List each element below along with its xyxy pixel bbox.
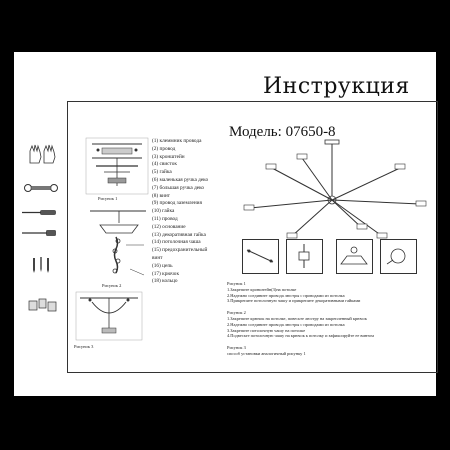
- connectors-icon: [28, 298, 58, 312]
- parts-list-item: (6) маленькая ручка деко: [152, 176, 209, 183]
- step-line: 2.Надежно соедините провода люстры с проводами из потолка: [227, 292, 345, 298]
- parts-list-item: (15) предохранительный: [152, 247, 208, 254]
- step-box-1: [242, 239, 279, 274]
- step-line: Рисунок 1: [227, 281, 246, 286]
- parts-list-item: (16) цепь: [152, 262, 173, 269]
- parts-list-item: (2) провод: [152, 145, 176, 152]
- page-title: Инструкция: [263, 74, 410, 99]
- figure-3-label: Рисунок 3: [74, 344, 94, 349]
- figure-2-label: Рисунок 2: [102, 283, 122, 288]
- step-line: 1.Закрепите кронштейн(3)на потолке: [227, 286, 297, 292]
- parts-list-item: (4) свисток: [152, 161, 178, 168]
- drill-icon: [20, 228, 58, 238]
- steps-block2: [227, 310, 432, 339]
- steps-block1: [227, 281, 432, 304]
- step-line: 2.Надежно соедините провода люстры с проводами из потолка: [227, 321, 345, 327]
- model-label: Модель: 07650-8: [229, 124, 336, 140]
- parts-list-item: (12) основание: [152, 223, 186, 230]
- step-line: 3.Закрепите потолочную чашу на потолке: [227, 327, 306, 333]
- parts-list-item: (10) гайка: [152, 208, 175, 215]
- step-line: способ установки аналогичный рисунку 1: [227, 350, 306, 356]
- parts-list-item: (13) декоративная гайка: [152, 231, 206, 238]
- parts-list-item: (14) потолочная чаша: [152, 239, 201, 246]
- step-line: 4.Подвесьте потолочную чашу на крючок к потолку и зафиксируйте ее винтом: [227, 333, 374, 339]
- step-line: Рисунок 2: [227, 310, 246, 316]
- figure-3-diagram: [74, 290, 144, 342]
- parts-list-item: (11) провод: [152, 215, 178, 222]
- parts-list: [152, 138, 242, 286]
- parts-list-item: (8) винт: [152, 192, 170, 199]
- parts-list-item: (17) крючок: [152, 270, 180, 277]
- figure-1-diagram: [84, 136, 150, 202]
- anchors-icon: [30, 256, 54, 274]
- parts-list-item: (18) кольцо: [152, 278, 178, 285]
- parts-list-item: (5) гайка: [152, 169, 172, 176]
- step-box-2: [286, 239, 323, 274]
- parts-list-item: винт: [152, 254, 163, 261]
- step-line: 1.Закрепите крючок на потолке, повесьте люстру на закрепленный крючок: [227, 315, 367, 321]
- step-box-4: [380, 239, 417, 274]
- parts-list-item: (3) кронштейн: [152, 153, 185, 160]
- steps-block3: [227, 345, 432, 357]
- chandelier-drawing: [232, 138, 432, 242]
- screwdriver-icon: [20, 208, 58, 218]
- figure-2-diagram: [86, 205, 152, 290]
- parts-list-item: (7) большая ручка деко: [152, 184, 205, 191]
- step-line: Рисунок 3: [227, 345, 246, 351]
- gloves-icon: [28, 143, 58, 165]
- wrench-icon: [24, 183, 58, 193]
- figure-1-label: Рисунок 1: [98, 196, 118, 201]
- step-line: 3.Прикрепите потолочную чашу и прикрепите декоративными гайками: [227, 298, 361, 304]
- parts-list-item: (1) клеммник провода: [152, 138, 202, 144]
- installation-steps: [227, 281, 432, 357]
- step-box-3: [336, 239, 373, 274]
- tools-column: [18, 128, 60, 372]
- parts-list-item: (9) провод заземления: [152, 200, 202, 207]
